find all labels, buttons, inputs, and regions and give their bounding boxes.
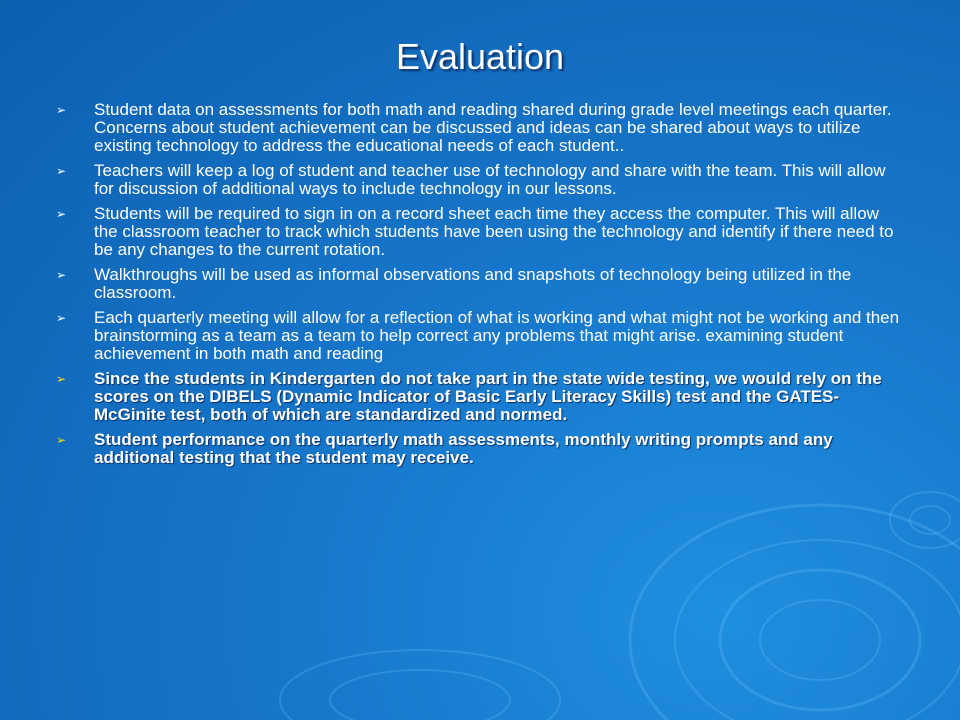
arrow-bullet-icon: ➢	[56, 311, 67, 325]
bullet-text: Each quarterly meeting will allow for a reflection of what is working and what might not be working and then brainstorming as a team as a team to help correct any problems that might arise. examining student achievement in both math and reading	[94, 308, 900, 363]
bullet-list	[56, 101, 906, 474]
slide-title: Evaluation	[395, 36, 565, 77]
arrow-bullet-icon: ➢	[56, 433, 67, 447]
bullet-item	[56, 162, 906, 198]
bullet-item	[56, 266, 906, 302]
bullet-text: Student data on assessments for both math and reading shared during grade level meetings each quarter. Concerns about student achievement can be discussed and ideas can be shared about ways to utilize existing technology to address the educational needs of each student..	[94, 100, 892, 155]
arrow-bullet-icon: ➢	[56, 268, 67, 282]
bullet-text: Students will be required to sign in on a record sheet each time they access the computer. This will allow the classroom teacher to track which students have been using the technology and identify if there need to be any changes to the current rotation.	[94, 204, 894, 259]
arrow-bullet-icon: ➢	[56, 372, 67, 386]
bullet-text: Student performance on the quarterly math assessments, monthly writing prompts and any additional testing that the student may receive.	[94, 430, 833, 467]
bullet-item-emphasized	[56, 370, 906, 424]
bullet-text: Since the students in Kindergarten do not take part in the state wide testing, we would rely on the scores on the DIBELS (Dynamic Indicator of Basic Early Literacy Skills) test and the GATES-McGinite test, both of which are standardized and normed.	[94, 369, 882, 424]
bullet-item-emphasized	[56, 431, 906, 467]
bullet-text: Walkthroughs will be used as informal observations and snapshots of technology being utilized in the classroom.	[94, 265, 852, 302]
bullet-item	[56, 101, 906, 155]
arrow-bullet-icon: ➢	[56, 207, 67, 221]
bullet-text: Teachers will keep a log of student and teacher use of technology and share with the team. This will allow for discussion of additional ways to include technology in our lessons.	[94, 161, 886, 198]
bullet-item	[56, 205, 906, 259]
bullet-item	[56, 309, 906, 363]
arrow-bullet-icon: ➢	[56, 103, 67, 117]
arrow-bullet-icon: ➢	[56, 164, 67, 178]
